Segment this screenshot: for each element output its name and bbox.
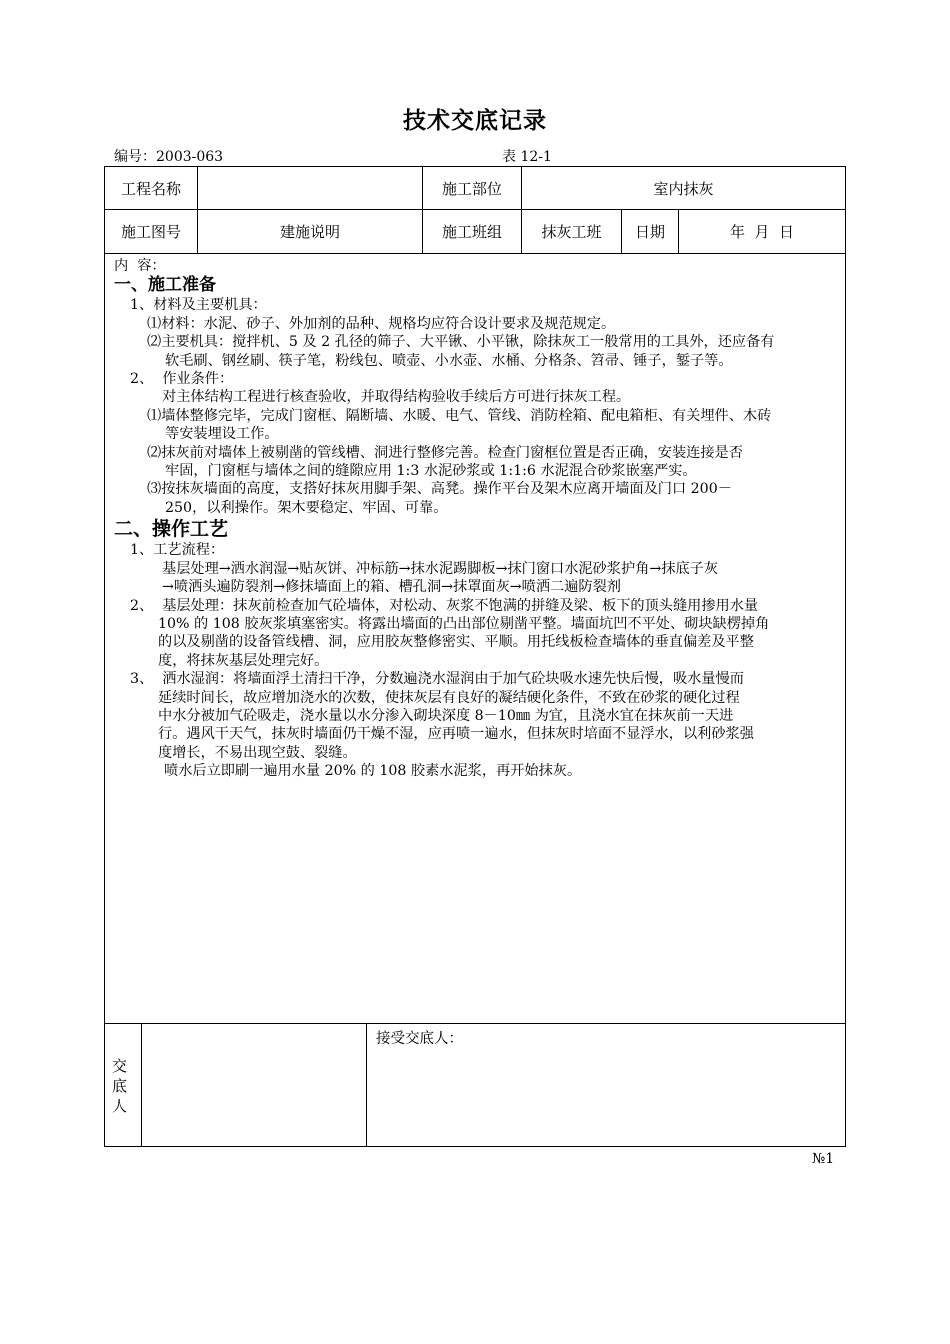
- date-label: 日期: [634, 223, 665, 241]
- document-title: 技术交底记录: [403, 107, 547, 134]
- materials-tools-item: 1、材料及主要机具：: [130, 297, 267, 314]
- watering-text-2: 延续时间长，故应增加浇水的次数，使抹灰层有良好的凝结硬化条件，不致在砂浆的硬化过程: [158, 689, 740, 706]
- work-conditions-intro: 对主体结构工程进行核查验收，并取得结构验收手续后方可进行抹灰工程。: [162, 389, 631, 406]
- disclosure-receiver-label: 接受交底人：: [376, 1031, 463, 1047]
- condition-3-text-2: 250，以利操作。架木要稳定、牢固、可靠。: [165, 499, 448, 516]
- table-row-divider-2: [104, 253, 846, 254]
- table-border-left: [104, 166, 105, 1147]
- drawing-number-label: 施工图号: [120, 223, 181, 241]
- base-treatment-text-4: 度，将抹灰基层处理完好。: [158, 652, 329, 669]
- materials-text: ⑴材料：水泥、砂子、外加剂的品种、规格均应符合设计要求及规范规定。: [147, 315, 616, 332]
- drawing-number-value: 建施说明: [279, 223, 340, 241]
- table-number: 表 12-1: [502, 149, 552, 165]
- document-number: 编号：2003-063: [114, 149, 224, 165]
- base-treatment-text-1: 2、 基层处理：抹灰前检查加气砼墙体，对松动、灰浆不饱满的拼缝及梁、板下的顶头缝用掺用水量: [130, 597, 759, 614]
- process-flow-text-2: →喷洒头遍防裂剂→修抹墙面上的箱、槽孔洞→抹罩面灰→喷洒二遍防裂剂: [162, 579, 621, 596]
- section-1-title: 一、施工准备: [114, 275, 216, 296]
- page-number: №1: [812, 1151, 835, 1167]
- process-flow-text-1: 基层处理→洒水润湿→贴灰饼、冲标筋→抹水泥踢脚板→抹门窗口水泥砂浆护角→抹底子灰: [162, 560, 719, 577]
- project-name-value: [198, 167, 422, 209]
- section-2-title: 二、操作工艺: [114, 518, 229, 541]
- base-treatment-text-2: 10% 的 108 胶灰浆填塞密实。将露出墙面的凸出部位剔凿平整。墙面坑凹不平处、砌块缺楞掉角: [158, 615, 770, 632]
- work-conditions-item: 2、 作业条件：: [130, 371, 234, 388]
- table-border-right: [845, 166, 846, 1147]
- giver-char-1: 交: [112, 1057, 128, 1075]
- watering-text-3: 中水分被加气砼吸走，浇水量以水分渗入砌块深度 8－10㎜ 为宜，且浇水宜在抹灰前一天进: [158, 707, 734, 724]
- base-treatment-text-3: 的以及剔凿的设备管线槽、洞，应用胶灰整修密实、平顺。用托线板检查墙体的垂直偏差及平整: [158, 634, 754, 651]
- construction-team-label: 施工班组: [441, 223, 502, 241]
- main-tools-text-1: ⑵主要机具：搅拌机、5 及 2 孔径的筛子、大平锹、小平锹，除抹灰工一般常用的工具外，还应备有: [147, 334, 775, 351]
- condition-3-text-1: ⑶按抹灰墙面的高度，支搭好抹灰用脚手架、高凳。操作平台及架木应离开墙面及门口 200－: [147, 481, 732, 498]
- disclosure-content: [114, 257, 838, 781]
- condition-1-text-1: ⑴墙体整修完毕，完成门窗框、隔断墙、水暖、电气、管线、消防栓箱、配电箱柜、有关埋件、木砖: [147, 407, 772, 424]
- construction-part-label: 施工部位: [441, 179, 502, 198]
- signature-divider-b: [366, 1023, 367, 1147]
- main-tools-text-2: 软毛刷、钢丝刷、筷子笔，粉线包、喷壶、小水壶、水桶、分格条、笤帚、锤子，錾子等。: [165, 352, 733, 369]
- giver-char-3: 人: [112, 1097, 128, 1115]
- condition-2-text-2: 牢固，门窗框与墙体之间的缝隙应用 1:3 水泥砂浆或 1:1:6 水泥混合砂浆嵌塞严实。: [165, 463, 697, 480]
- construction-part-value: 室内抹灰: [653, 179, 714, 198]
- construction-team-value: 抹灰工班: [541, 223, 602, 241]
- process-flow-item: 1、工艺流程：: [130, 542, 225, 559]
- date-value: 年 月 日: [729, 223, 795, 241]
- project-name-label: 工程名称: [120, 179, 181, 198]
- table-row-divider-3: [104, 1023, 846, 1024]
- giver-char-2: 底: [112, 1077, 128, 1095]
- watering-text-4: 行。遇风干天气，抹灰时墙面仍干燥不湿，应再喷一遍水，但抹灰时培面不显浮水，以利砂浆强: [158, 726, 754, 743]
- content-heading: 内 容：: [114, 258, 166, 274]
- watering-text-6: 喷水后立即刷一遍用水量 20% 的 108 胶素水泥浆，再开始抹灰。: [164, 763, 582, 780]
- signature-divider-a: [141, 1023, 142, 1147]
- table-border-bottom: [104, 1146, 846, 1147]
- condition-2-text-1: ⑵抹灰前对墙体上被剔凿的管线槽、洞进行整修完善。检查门窗框位置是否正确，安装连接是否: [147, 444, 743, 461]
- condition-1-text-2: 等安装埋设工作。: [165, 426, 279, 443]
- disclosure-giver-label: [112, 1056, 132, 1116]
- watering-text-5: 度增长，不易出现空鼓、裂缝。: [158, 744, 357, 761]
- watering-text-1: 3、 洒水湿润：将墙面浮土清扫干净，分数遍浇水湿润由于加气砼块吸水速先快后慢，吸水量慢而: [130, 671, 744, 688]
